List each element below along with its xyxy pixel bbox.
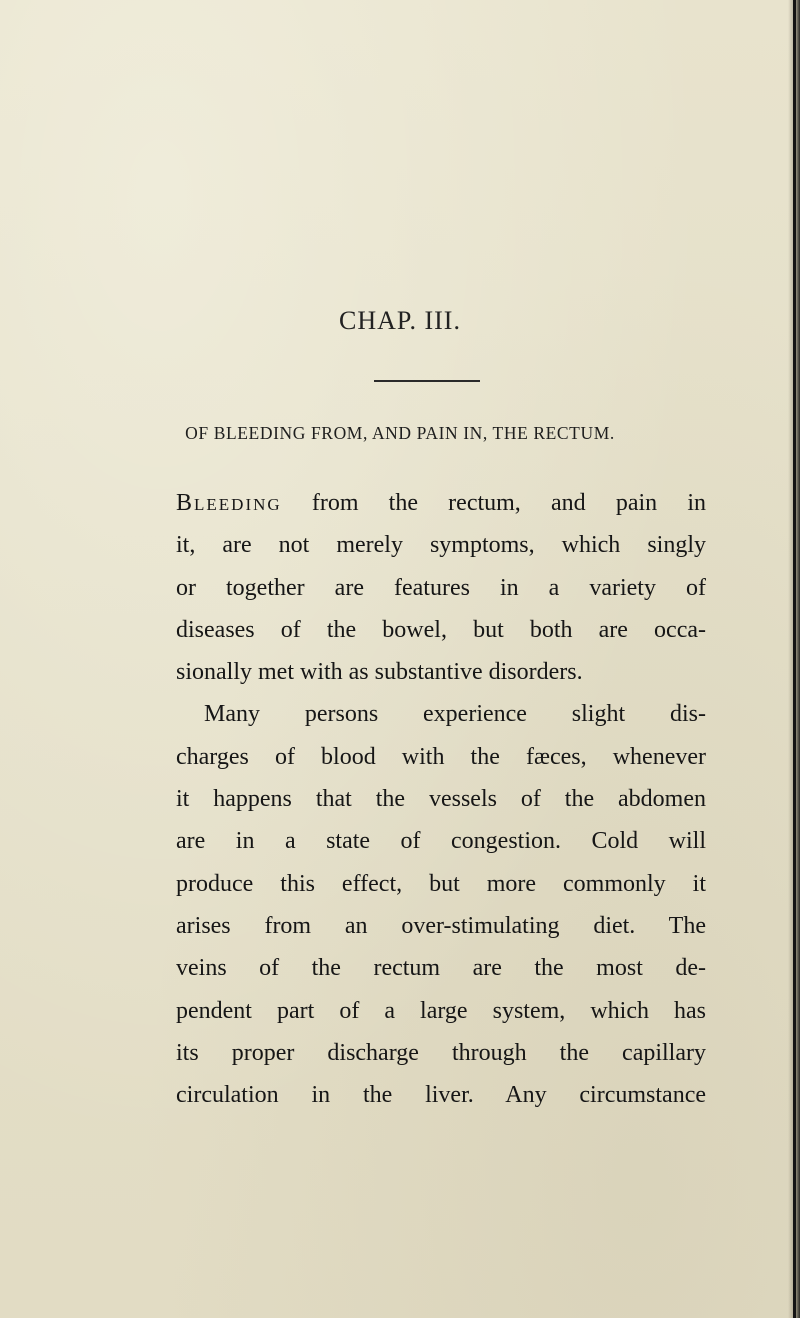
text-line: arises from an over-stimulating diet. The [176,912,706,939]
text-line: are in a state of congestion. Cold will [176,828,706,855]
text-line: it, are not merely symptoms, which singly [176,532,706,559]
body-paragraphs [176,482,706,1116]
chapter-title: CHAP. III. [339,306,461,335]
text-line: circulation in the liver. Any circumstance [176,1082,706,1109]
text-line [176,482,706,524]
text-line-rest: from the rectum, and pain in [281,490,706,516]
text-line: or together are features in a variety of [176,574,706,601]
text-line: produce this effect, but more commonly it [176,870,706,897]
text-line: sionally met with as substantive disorders. [176,659,583,686]
text-line: charges of blood with the fæces, whenever [176,743,706,770]
text-line: pendent part of a large system, which has [176,997,706,1024]
text-line: veins of the rectum are the most de- [176,955,706,982]
text-line: diseases of the bowel, but both are occa- [176,616,706,643]
lead-word: Bleeding [176,490,282,516]
text-line: Many persons experience slight dis- [204,701,706,728]
text-line: it happens that the vessels of the abdomen [176,786,706,813]
chapter-subtitle: OF BLEEDING FROM, AND PAIN IN, THE RECTUM. [185,423,615,443]
page-edge-line [793,0,796,1318]
text-line: its proper discharge through the capillary [176,1039,706,1066]
title-divider-rule [374,380,480,382]
